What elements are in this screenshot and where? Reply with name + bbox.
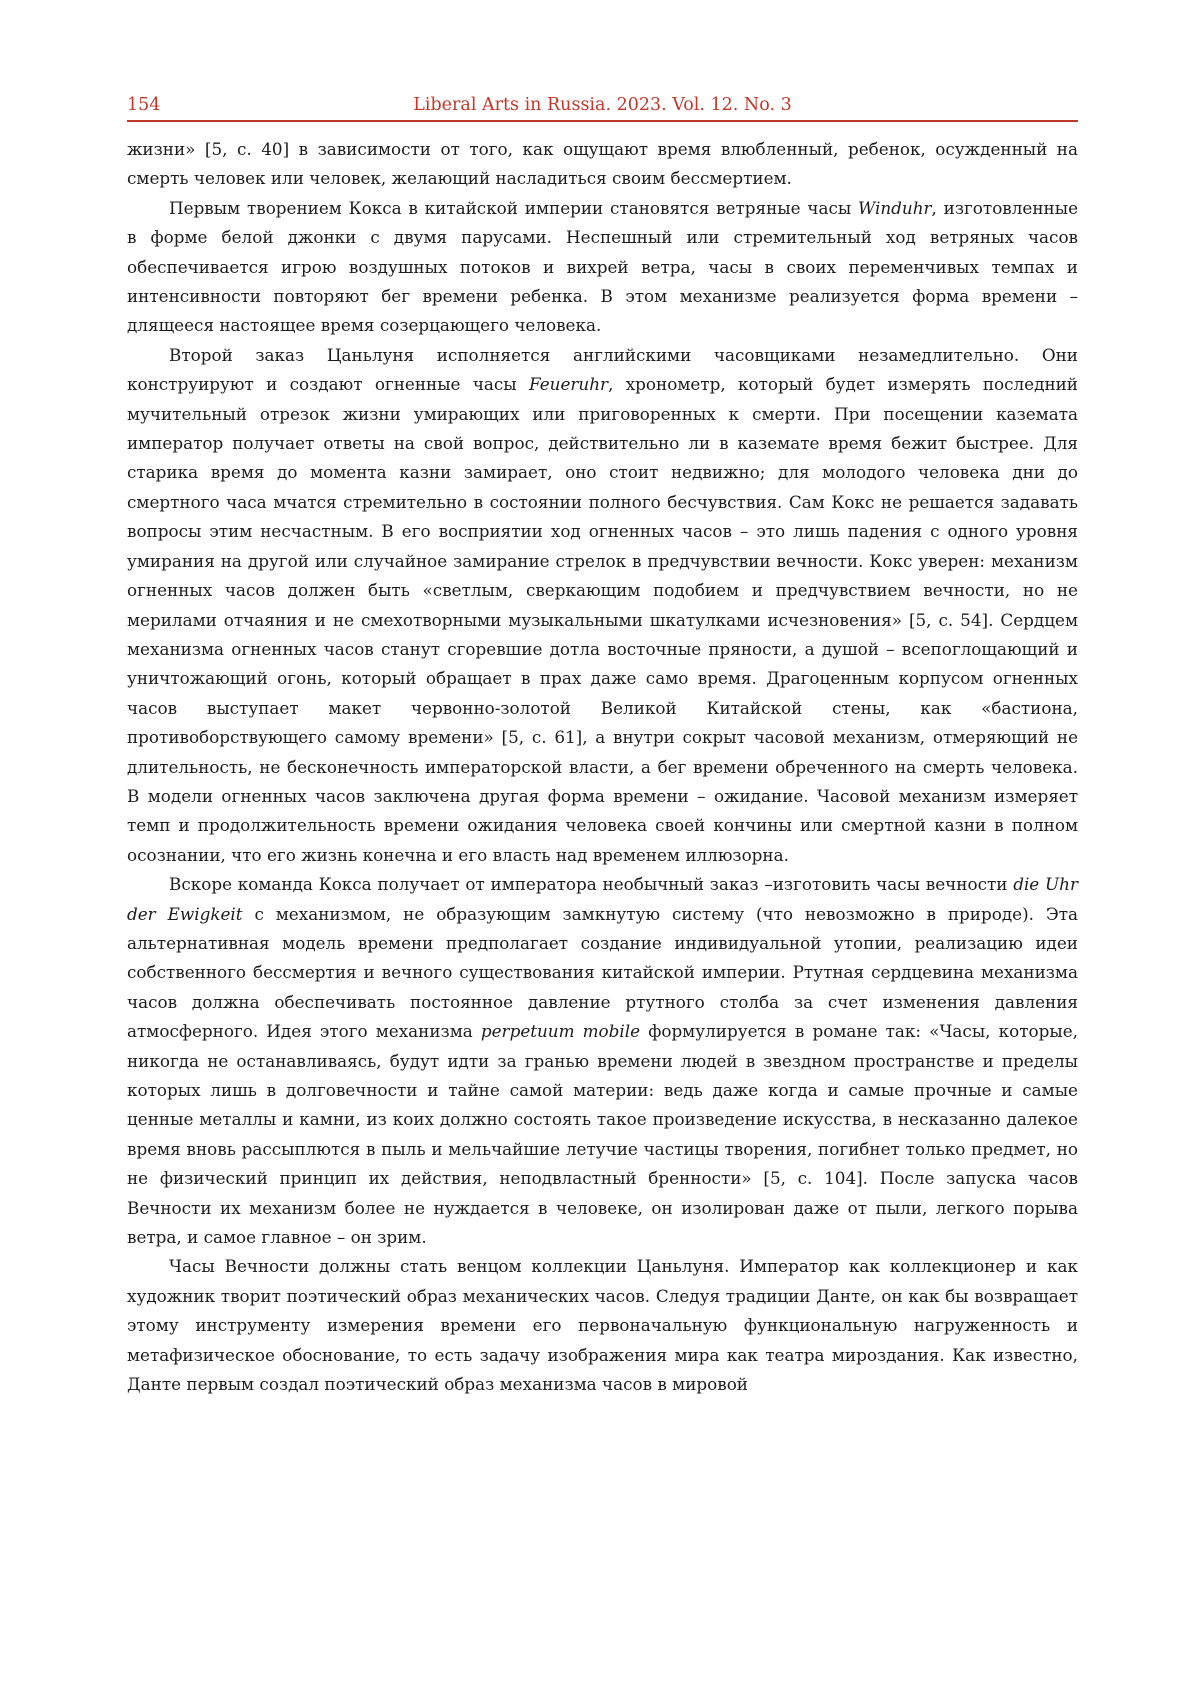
paragraph-text: с механизмом, не образующим замкнутую систему (что невозможно в природе). Эта альтернативная модель времени предполагает создание индивидуальной утопии, реализацию идеи собственного бессмертия и вечного существования китайской империи. Ртутная сердцевина механизма часов должна обеспечивать постоянное давление ртутного столба за счет изменения давления атмосферного. Идея этого механизма: [127, 903, 1079, 1042]
journal-title: Liberal Arts in Russia. 2023. Vol. 12. No. 3: [413, 95, 792, 115]
paragraph-text: Второй заказ Цаньлуня исполняется английскими часовщиками незамедлительно. Они конструируют и создают огненные часы: [127, 344, 1078, 395]
italic-term: Winduhr: [858, 197, 932, 218]
paragraph-p4: [127, 1252, 1078, 1399]
italic-term: die Uhr der Ewigkeit: [127, 874, 1078, 924]
paragraph-text: жизни» [5, с. 40] в зависимости от того, как ощущают время влюбленный, ребенок, осужденный на смерть человек или человек, желающий насладиться своим бессмертием.: [127, 139, 1078, 189]
paragraph-text: Часы Вечности должны стать венцом коллекции Цаньлуня. Император как коллекционер и как художник творит поэтический образ механических часов. Следуя традиции Данте, он как бы возвращает этому инструменту измерения времени его первоначальную функциональную нагруженность и метафизическое обоснование, то есть задачу изображения мира как театра мироздания. Как известно, Данте первым создал поэтический образ механизма часов в мировой: [127, 1256, 1078, 1395]
paragraph-text: , хронометр, который будет измерять последний мучительный отрезок жизни умирающих или приговоренных к смерти. При посещении каземата император получает ответы на свой вопрос, действительно ли в каземате время бежит быстрее. Для старика время до момента казни замирает, оно стоит недвижно; для молодого человека дни до смертного часа мчатся стремительно в состоянии полного бесчувствия. Сам Кокс не решается задавать вопросы этим несчастным. В его восприятии ход огненных часов – это лишь падения с одного уровня умирания на другой или случайное замирание стрелок в предчувствии вечности. Кокс уверен: механизм огненных часов должен быть «светлым, сверкающим подобием и предчувствием вечности, но не мерилами отчаяния и не смехотворными музыкальными шкатулками исчезновения» [5, с. 54]. Сердцем механизма огненных часов станут сгоревшие дотла восточные пряности, а душой – всепоглощающий и уничтожающий огонь, который обращает в прах даже само время. Драгоценным корпусом огненных часов выступает макет червонно-золотой Великой Китайской стены, как «бастиона, противоборствующего самому времени» [5, с. 61], а внутри сокрыт часовой механизм, отмеряющий не длительность, не бесконечность императорской власти, а бег времени обреченного на смерть человека. В модели огненных часов заключена другая форма времени – ожидание. Часовой механизм измеряет темп и продолжительность времени ожидания человека своей кончины или смертной казни в полном осознании, что его жизнь конечна и его власть над временем иллюзорна.: [127, 374, 1078, 865]
paragraph-text: , изготовленные в форме белой джонки с двумя парусами. Неспешный или стремительный ход ветряных часов обеспечивается игрою воздушных потоков и вихрей ветра, часы в своих переменчивых темпах и интенсивности повторяют бег времени ребенка. В этом механизме реализуется форма времени – длящееся настоящее время созерцающего человека.: [127, 197, 1078, 336]
paragraph-text: Вскоре команда Кокса получает от императора необычный заказ –изготовить часы вечности: [169, 874, 1014, 895]
paragraph-text: Первым творением Кокса в китайской империи становятся ветряные часы: [169, 197, 859, 218]
header-rule: [127, 120, 1078, 122]
paragraph-p1: [127, 194, 1078, 341]
page-number: 154: [127, 95, 161, 115]
paragraph-text: формулируется в романе так: «Часы, которые, никогда не останавливаясь, будут идти за гранью времени людей в звездном пространстве и пределы которых лишь в долговечности и тайне самой материи: ведь даже когда и самые прочные и самые ценные металлы и камни, из коих должно состоять такое произведение искусства, в несказанно далекое время вновь рассыплются в пыль и мельчайшие летучие частицы творения, погибнет только предмет, но не физический принцип их действия, неподвластный бренности» [5, с. 104]. После запуска часов Вечности их механизм более не нуждается в человеке, он изолирован даже от пыли, легкого порыва ветра, и самое главное – он зрим.: [127, 1021, 1078, 1248]
article-body: [127, 135, 1078, 1399]
paragraph-p2: [127, 341, 1078, 870]
paragraph-p3: [127, 870, 1078, 1252]
running-header: [127, 91, 1078, 121]
italic-term: perpetuum mobile: [480, 1021, 641, 1042]
paragraph-p0: [127, 135, 1078, 194]
italic-term: Feueruhr: [529, 374, 609, 395]
